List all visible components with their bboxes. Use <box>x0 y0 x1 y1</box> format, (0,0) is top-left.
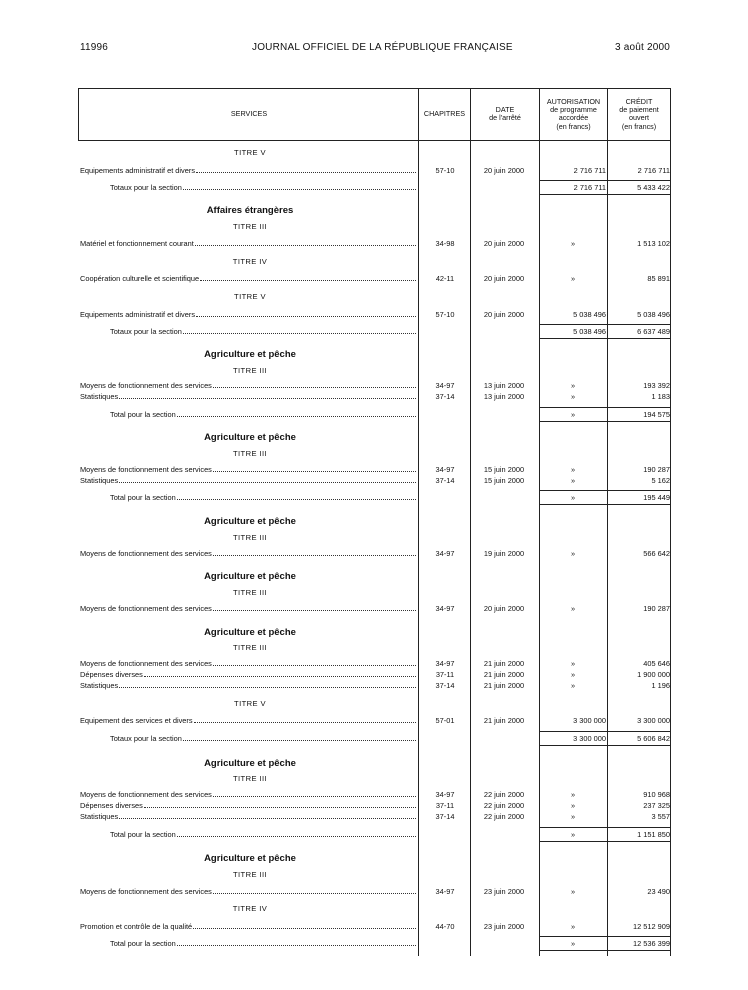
date-cell: 21 juin 2000 <box>483 659 525 668</box>
chapitre-cell: 44-70 <box>435 922 455 931</box>
service-label <box>80 380 416 391</box>
service-label <box>80 391 416 402</box>
section-heading: Agriculture et pêche <box>204 516 296 527</box>
leader-dots <box>183 740 416 741</box>
leader-dots <box>213 471 416 472</box>
total-rule <box>539 421 670 422</box>
service-label-text: Coopération culturelle et scientifique <box>80 274 200 283</box>
credit-cell: 194 575 <box>643 410 670 419</box>
service-label <box>80 603 416 614</box>
column-rule <box>539 88 540 956</box>
date-cell: 15 juin 2000 <box>483 465 525 474</box>
titre-heading: TITRE V <box>234 699 266 708</box>
credit-cell: 1 151 850 <box>637 830 670 839</box>
table-row <box>0 238 748 249</box>
service-label-text: Moyens de fonctionnement des services <box>80 549 212 558</box>
service-label <box>80 658 416 669</box>
table-row <box>0 789 748 800</box>
chapitre-cell: 37-11 <box>435 670 455 679</box>
leader-dots <box>196 316 416 317</box>
col-header-ap-line: de programme <box>550 105 597 115</box>
service-label <box>80 165 416 176</box>
autorisation-cell: » <box>570 392 576 401</box>
section-heading: Agriculture et pêche <box>204 432 296 443</box>
service-label <box>80 475 416 486</box>
titre-heading: TITRE V <box>234 148 266 157</box>
date-cell: 22 juin 2000 <box>483 790 525 799</box>
service-label <box>80 715 416 726</box>
titre-heading: TITRE III <box>233 643 267 652</box>
chapitre-cell: 34-97 <box>435 659 455 668</box>
col-header-ap-line: (en francs) <box>556 121 591 131</box>
table-right-rule <box>670 88 671 956</box>
service-label-text: Statistiques <box>80 812 119 821</box>
credit-cell: 5 606 842 <box>637 734 670 743</box>
chapitre-cell: 34-97 <box>435 381 455 390</box>
journal-title: JOURNAL OFFICIEL DE LA RÉPUBLIQUE FRANÇAISE <box>252 42 513 53</box>
credit-cell: 12 536 399 <box>633 939 670 948</box>
total-row <box>0 492 748 503</box>
titre-heading: TITRE III <box>233 870 267 879</box>
column-rule <box>470 88 471 956</box>
service-label-text: Statistiques <box>80 392 119 401</box>
col-header-autorisation <box>540 98 607 131</box>
credit-cell: 3 557 <box>651 812 670 821</box>
table-row <box>0 886 748 897</box>
col-header-chapitres: CHAPITRES <box>423 109 466 118</box>
autorisation-cell: 5 038 496 <box>573 310 606 319</box>
date-cell: 22 juin 2000 <box>483 801 525 810</box>
total-rule <box>539 827 670 828</box>
credit-cell: 3 300 000 <box>637 716 670 725</box>
chapitre-cell: 34-98 <box>435 239 455 248</box>
service-label-text: Equipements administratif et divers <box>80 166 196 175</box>
service-label-text: Total pour la section <box>110 830 176 839</box>
page-number: 11996 <box>80 42 109 53</box>
chapitre-cell: 57-01 <box>435 716 455 725</box>
credit-cell: 6 637 489 <box>637 327 670 336</box>
total-rule <box>539 731 670 732</box>
leader-dots <box>195 245 416 246</box>
total-rule <box>539 324 670 325</box>
credit-cell: 193 392 <box>643 381 670 390</box>
leader-dots <box>213 893 416 894</box>
leader-dots <box>213 796 416 797</box>
service-label-text: Total pour la section <box>110 410 176 419</box>
service-label <box>110 409 416 420</box>
autorisation-cell: » <box>570 604 576 613</box>
autorisation-cell: » <box>570 239 576 248</box>
autorisation-cell: » <box>570 939 576 948</box>
chapitre-cell: 37-14 <box>435 476 455 485</box>
chapitre-cell: 37-14 <box>435 681 455 690</box>
section-heading: Agriculture et pêche <box>204 627 296 638</box>
titre-heading: TITRE III <box>233 449 267 458</box>
date-cell: 20 juin 2000 <box>483 274 525 283</box>
credit-cell: 5 038 496 <box>637 310 670 319</box>
service-label-text: Promotion et contrôle de la qualité <box>80 922 193 931</box>
credit-cell: 1 183 <box>651 392 670 401</box>
date-cell: 21 juin 2000 <box>483 716 525 725</box>
chapitre-cell: 37-14 <box>435 812 455 821</box>
service-label <box>80 669 416 680</box>
service-label <box>110 733 416 744</box>
total-rule <box>539 745 670 746</box>
titre-heading: TITRE V <box>234 292 266 301</box>
autorisation-cell: » <box>570 549 576 558</box>
service-label-text: Dépenses diverses <box>80 670 143 679</box>
table-header-rule <box>78 140 670 141</box>
date-cell: 20 juin 2000 <box>483 310 525 319</box>
date-cell: 21 juin 2000 <box>483 670 525 679</box>
total-rule <box>539 338 670 339</box>
chapitre-cell: 34-97 <box>435 549 455 558</box>
total-row <box>0 829 748 840</box>
col-header-ap-line: accordée <box>558 113 589 123</box>
col-header-ap-line: AUTORISATION <box>546 97 601 106</box>
leader-dots <box>119 818 416 819</box>
total-row <box>0 938 748 949</box>
table-row <box>0 475 748 486</box>
service-label-text: Equipements administratif et divers <box>80 310 196 319</box>
service-label-text: Dépenses diverses <box>80 801 143 810</box>
service-label <box>80 464 416 475</box>
service-label-text: Totaux pour la section <box>110 327 182 336</box>
service-label <box>110 326 416 337</box>
total-rule <box>539 950 670 951</box>
titre-heading: TITRE IV <box>232 257 268 266</box>
chapitre-cell: 42-11 <box>435 274 455 283</box>
leader-dots <box>144 676 416 677</box>
col-header-credit <box>608 98 670 131</box>
service-label-text: Totaux pour la section <box>110 734 182 743</box>
autorisation-cell: » <box>570 381 576 390</box>
date-cell: 13 juin 2000 <box>483 381 525 390</box>
total-rule <box>539 194 670 195</box>
titre-heading: TITRE III <box>233 588 267 597</box>
col-header-cp-line: CRÉDIT <box>625 97 653 106</box>
autorisation-cell: » <box>570 410 576 419</box>
autorisation-cell: » <box>570 681 576 690</box>
autorisation-cell: 2 716 711 <box>573 166 606 175</box>
credit-cell: 5 162 <box>651 476 670 485</box>
service-label <box>110 492 416 503</box>
autorisation-cell: 3 300 000 <box>573 716 606 725</box>
table-row <box>0 165 748 176</box>
service-label-text: Totaux pour la section <box>110 183 182 192</box>
chapitre-cell: 34-97 <box>435 465 455 474</box>
date-cell: 20 juin 2000 <box>483 166 525 175</box>
total-rule <box>539 504 670 505</box>
credit-cell: 195 449 <box>643 493 670 502</box>
leader-dots <box>177 416 416 417</box>
col-header-cp-line: (en francs) <box>621 121 657 131</box>
section-heading: Agriculture et pêche <box>204 571 296 582</box>
service-label <box>80 273 416 284</box>
titre-heading: TITRE IV <box>232 904 268 913</box>
table-row <box>0 273 748 284</box>
credit-cell: 2 716 711 <box>637 166 670 175</box>
credit-cell: 566 642 <box>643 549 670 558</box>
leader-dots <box>183 189 416 190</box>
chapitre-cell: 34-97 <box>435 604 455 613</box>
service-label-text: Moyens de fonctionnement des services <box>80 604 212 613</box>
service-label-text: Statistiques <box>80 476 119 485</box>
total-row <box>0 326 748 337</box>
table-row <box>0 309 748 320</box>
service-label-text: Total pour la section <box>110 493 176 502</box>
service-label-text: Moyens de fonctionnement des services <box>80 465 212 474</box>
leader-dots <box>177 945 416 946</box>
credit-cell: 1 196 <box>651 681 670 690</box>
section-heading: Agriculture et pêche <box>204 349 296 360</box>
date-cell: 19 juin 2000 <box>483 549 525 558</box>
service-label <box>80 238 416 249</box>
service-label-text: Moyens de fonctionnement des services <box>80 887 212 896</box>
date-cell: 23 juin 2000 <box>483 887 525 896</box>
section-heading: Affaires étrangères <box>206 205 294 216</box>
service-label-text: Moyens de fonctionnement des services <box>80 381 212 390</box>
titre-heading: TITRE III <box>233 533 267 542</box>
service-label <box>110 938 416 949</box>
service-label-text: Moyens de fonctionnement des services <box>80 790 212 799</box>
leader-dots <box>183 333 416 334</box>
credit-cell: 5 433 422 <box>637 183 670 192</box>
service-label <box>80 680 416 691</box>
autorisation-cell: » <box>570 670 576 679</box>
total-row <box>0 733 748 744</box>
total-row <box>0 409 748 420</box>
leader-dots <box>194 722 416 723</box>
total-rule <box>539 180 670 181</box>
table-top-rule <box>78 88 670 89</box>
service-label <box>110 829 416 840</box>
chapitre-cell: 37-14 <box>435 392 455 401</box>
autorisation-cell: » <box>570 887 576 896</box>
chapitre-cell: 37-11 <box>435 801 455 810</box>
chapitre-cell: 57-10 <box>435 166 455 175</box>
leader-dots <box>177 499 416 500</box>
col-header-cp-line: ouvert <box>629 113 649 123</box>
leader-dots <box>177 836 416 837</box>
service-label <box>80 921 416 932</box>
service-label-text: Matériel et fonctionnement courant <box>80 239 194 248</box>
column-rule <box>607 88 608 956</box>
service-label-text: Equipement des services et divers <box>80 716 193 725</box>
table-row <box>0 380 748 391</box>
leader-dots <box>213 555 416 556</box>
service-label-text: Statistiques <box>80 681 119 690</box>
credit-cell: 1 900 000 <box>637 670 670 679</box>
leader-dots <box>119 687 416 688</box>
autorisation-cell: » <box>570 830 576 839</box>
leader-dots <box>213 387 416 388</box>
credit-cell: 12 512 909 <box>633 922 670 931</box>
date-cell: 13 juin 2000 <box>483 392 525 401</box>
service-label-text: Total pour la section <box>110 939 176 948</box>
credit-cell: 1 513 102 <box>637 239 670 248</box>
autorisation-cell: » <box>570 274 576 283</box>
service-label <box>80 548 416 559</box>
autorisation-cell: » <box>570 812 576 821</box>
service-label <box>80 800 416 811</box>
credit-cell: 405 646 <box>643 659 670 668</box>
autorisation-cell: 5 038 496 <box>573 327 606 336</box>
table-row <box>0 603 748 614</box>
chapitre-cell: 34-97 <box>435 790 455 799</box>
col-header-cp-line: de paiement <box>619 105 659 115</box>
autorisation-cell: » <box>570 801 576 810</box>
leader-dots <box>213 610 416 611</box>
service-label <box>80 886 416 897</box>
date-cell: 20 juin 2000 <box>483 604 525 613</box>
credit-cell: 190 287 <box>643 465 670 474</box>
autorisation-cell: » <box>570 465 576 474</box>
table-row <box>0 811 748 822</box>
autorisation-cell: » <box>570 790 576 799</box>
date-cell: 23 juin 2000 <box>483 922 525 931</box>
col-header-date-line: de l'arrêté <box>489 113 521 123</box>
table-row <box>0 921 748 932</box>
total-rule <box>539 841 670 842</box>
credit-cell: 23 490 <box>647 887 670 896</box>
autorisation-cell: 2 716 711 <box>573 183 606 192</box>
credit-cell: 190 287 <box>643 604 670 613</box>
section-heading: Agriculture et pêche <box>204 758 296 769</box>
credit-cell: 85 891 <box>647 274 670 283</box>
total-rule <box>539 490 670 491</box>
total-row <box>0 182 748 193</box>
table-row <box>0 464 748 475</box>
total-rule <box>539 407 670 408</box>
table-row <box>0 658 748 669</box>
section-heading: Agriculture et pêche <box>204 853 296 864</box>
date-cell: 20 juin 2000 <box>483 239 525 248</box>
leader-dots <box>213 665 416 666</box>
leader-dots <box>200 280 416 281</box>
date-cell: 15 juin 2000 <box>483 476 525 485</box>
service-label <box>80 811 416 822</box>
titre-heading: TITRE III <box>233 774 267 783</box>
service-label-text: Moyens de fonctionnement des services <box>80 659 212 668</box>
service-label <box>110 182 416 193</box>
col-header-services: SERVICES <box>230 109 268 118</box>
date-cell: 22 juin 2000 <box>483 812 525 821</box>
autorisation-cell: » <box>570 659 576 668</box>
table-row <box>0 680 748 691</box>
table-row <box>0 669 748 680</box>
table-row <box>0 548 748 559</box>
credit-cell: 910 968 <box>643 790 670 799</box>
titre-heading: TITRE III <box>233 222 267 231</box>
leader-dots <box>193 928 416 929</box>
service-label <box>80 789 416 800</box>
autorisation-cell: » <box>570 476 576 485</box>
leader-dots <box>196 172 416 173</box>
autorisation-cell: » <box>570 493 576 502</box>
issue-date: 3 août 2000 <box>614 42 670 53</box>
chapitre-cell: 57-10 <box>435 310 455 319</box>
total-rule <box>539 936 670 937</box>
leader-dots <box>144 807 416 808</box>
table-row <box>0 800 748 811</box>
leader-dots <box>119 398 416 399</box>
col-header-date-line: DATE <box>495 105 515 114</box>
titre-heading: TITRE III <box>233 366 267 375</box>
col-header-date <box>471 106 539 122</box>
autorisation-cell: 3 300 000 <box>573 734 606 743</box>
chapitre-cell: 34-97 <box>435 887 455 896</box>
credit-cell: 237 325 <box>643 801 670 810</box>
leader-dots <box>119 482 416 483</box>
table-row <box>0 715 748 726</box>
table-row <box>0 391 748 402</box>
service-label <box>80 309 416 320</box>
table-left-rule <box>78 88 79 140</box>
date-cell: 21 juin 2000 <box>483 681 525 690</box>
autorisation-cell: » <box>570 922 576 931</box>
